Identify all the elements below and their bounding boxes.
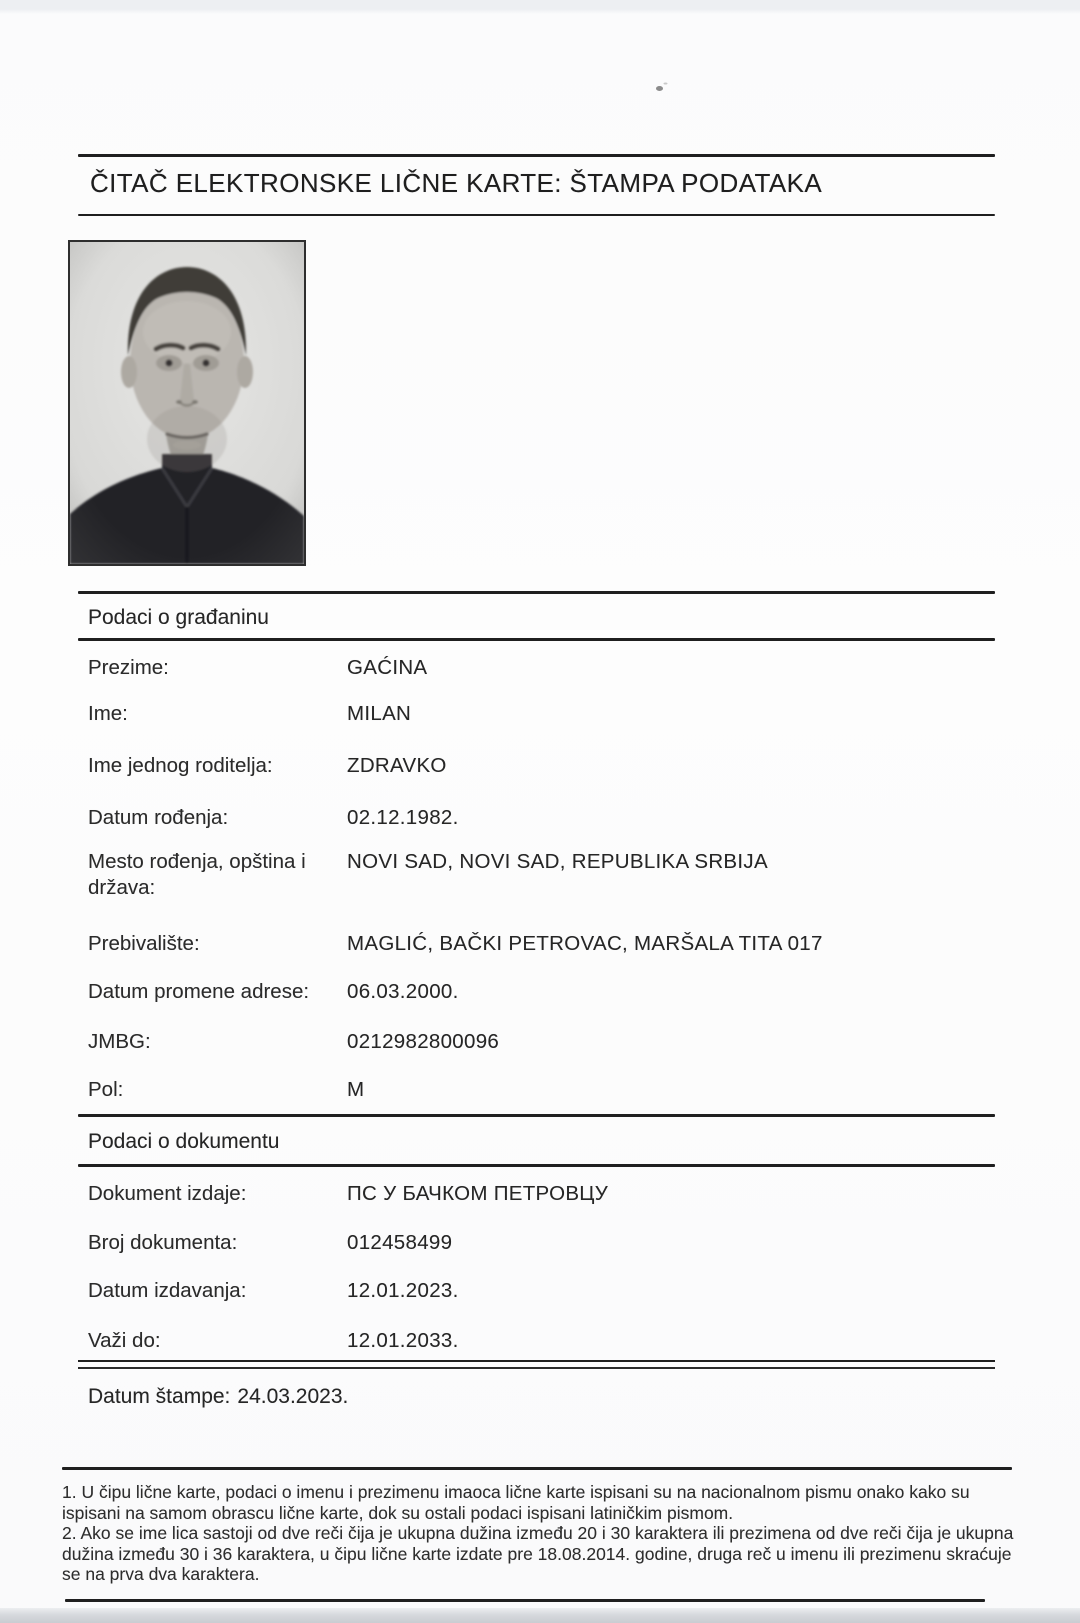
field-label: Dokument izdaje:: [88, 1182, 247, 1205]
field-label: Datum promene adrese:: [88, 980, 310, 1003]
footnotes-rule-bottom: [65, 1599, 985, 1602]
field-label: Datum rođenja:: [88, 806, 229, 829]
field-label: Prezime:: [88, 656, 169, 679]
field-label: Broj dokumenta:: [88, 1231, 238, 1254]
footnote-2: 2. Ako se ime lica sastoji od dve reči čija je ukupna dužina između 20 i 30 karaktera ili prezimena od dve reči čija je ukupna dužina između 30 i 36 karaktera, u čipu lične karte izdate pre 18.08.2014. godine, druga reč u imenu ili prezimenu skraćuje se na prva dva karaktera.: [62, 1523, 1014, 1585]
field-row-prebivaliste: [88, 931, 993, 957]
field-row-datum-promene-adrese: [88, 979, 993, 1005]
field-value: 02.12.1982.: [347, 806, 459, 829]
field-label: Ime jednog roditelja:: [88, 754, 273, 777]
footnotes: [62, 1482, 1020, 1585]
field-value: MILAN: [347, 702, 412, 725]
footnotes-rule-top: [62, 1467, 1012, 1470]
scanner-bottom-band: [0, 1608, 1080, 1623]
field-label: JMBG:: [88, 1030, 151, 1053]
print-date: [88, 1385, 348, 1409]
print-date-value: 24.03.2023.: [237, 1385, 349, 1408]
field-label: Datum izdavanja:: [88, 1279, 247, 1302]
field-value: 12.01.2033.: [347, 1329, 459, 1352]
field-row-broj-dokumenta: [88, 1230, 993, 1256]
document-section-heading: Podaci o dokumentu: [88, 1130, 280, 1153]
field-row-mesto-rodjenja: [88, 849, 993, 901]
field-row-ime-roditelja: [88, 753, 993, 779]
field-row-pol: [88, 1077, 993, 1103]
portrait-photo-graphic: [70, 242, 304, 564]
title-rule-top: [78, 154, 995, 157]
field-value: GAĆINA: [347, 656, 428, 679]
field-value: NOVI SAD, NOVI SAD, REPUBLIKA SRBIJA: [347, 850, 768, 873]
citizen-section-rule-top: [78, 591, 995, 594]
field-row-prezime: [88, 655, 993, 681]
field-value: 0212982800096: [347, 1030, 500, 1053]
document-section-rule-bottom: [78, 1164, 995, 1167]
field-row-ime: [88, 701, 993, 727]
document-section-rule-top: [78, 1114, 995, 1117]
field-value: M: [347, 1078, 365, 1101]
field-label: Prebivalište:: [88, 932, 200, 955]
field-label: Mesto rođenja, opština i država:: [88, 850, 306, 899]
portrait-photo: [68, 240, 306, 566]
page-title: ČITAČ ELEKTRONSKE LIČNE KARTE: ŠTAMPA PODATAKA: [90, 168, 823, 198]
field-label: Pol:: [88, 1078, 124, 1101]
field-label: Važi do:: [88, 1329, 161, 1352]
field-value: 012458499: [347, 1231, 453, 1254]
field-row-dokument-izdaje: [88, 1181, 993, 1207]
field-value: ZDRAVKO: [347, 754, 447, 777]
citizen-section-rule-bottom: [78, 638, 995, 641]
citizen-section-heading: Podaci o građaninu: [88, 606, 269, 629]
document-section-end-double-rule: [78, 1360, 995, 1369]
footnote-1: 1. U čipu lične karte, podaci o imenu i prezimenu imaoca lične karte ispisani su na nacionalnom pismu onako kako su ispisani na samom obrascu lične karte, dok su ostali podaci ispisani latiničkim pismom.: [62, 1482, 970, 1523]
field-row-datum-rodjenja: [88, 805, 993, 831]
field-row-datum-izdavanja: [88, 1278, 993, 1304]
field-row-vazi-do: [88, 1328, 993, 1354]
field-value: MAGLIĆ, BAČKI PETROVAC, MARŠALA TITA 017: [347, 932, 823, 955]
field-value: ПС У БАЧКОМ ПЕТРОВЦУ: [347, 1182, 609, 1205]
field-label: Ime:: [88, 702, 128, 725]
field-value: 12.01.2023.: [347, 1279, 459, 1302]
field-row-jmbg: [88, 1029, 993, 1055]
scanner-top-band: [0, 0, 1080, 14]
print-date-label: Datum štampe:: [88, 1385, 231, 1408]
scan-speck-artifact: [656, 86, 663, 91]
title-rule-bottom: [78, 214, 995, 216]
field-value: 06.03.2000.: [347, 980, 459, 1003]
